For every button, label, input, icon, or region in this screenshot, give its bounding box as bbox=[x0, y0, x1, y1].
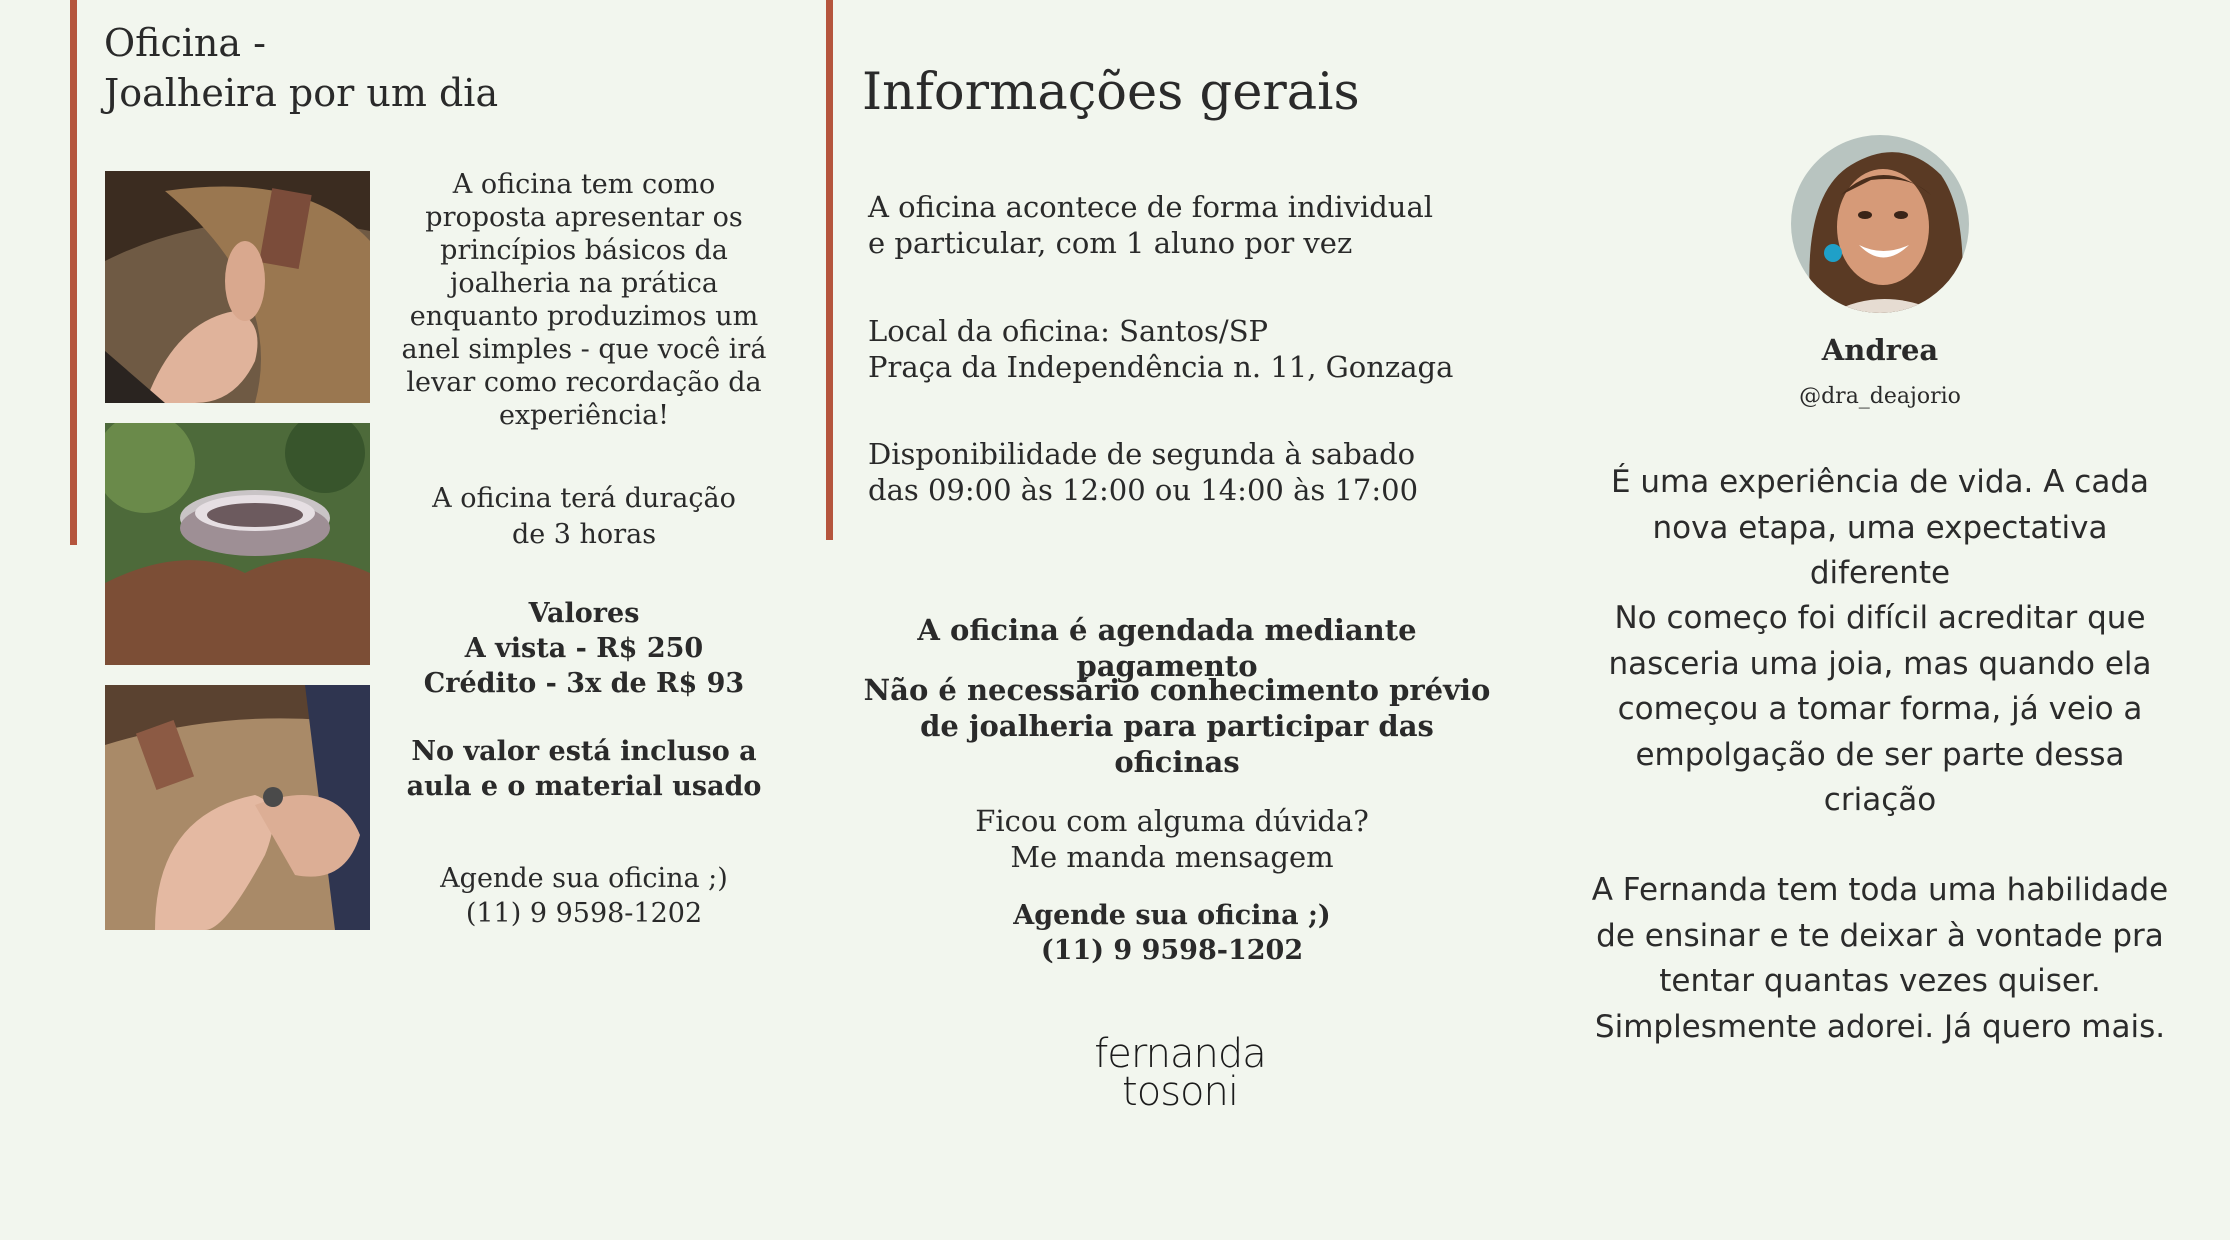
left-phone[interactable]: (11) 9 9598-1202 bbox=[465, 898, 703, 929]
middle-accent-bar bbox=[826, 0, 833, 540]
included-text: No valor está incluso a aula e o material usado bbox=[406, 736, 762, 802]
workshop-title: Oficina - Joalheira por um dia bbox=[104, 21, 499, 115]
format-info: A oficina acontece de forma individual e particular, com 1 aluno por vez bbox=[868, 190, 1434, 260]
prices-title: Valores bbox=[528, 598, 640, 629]
prices-block bbox=[398, 596, 770, 701]
knowledge-note: Não é necessário conhecimento prévio de joalheria para participar das oficinas bbox=[863, 673, 1491, 779]
reviewer-handle[interactable]: @dra_deajorio bbox=[1799, 384, 1961, 409]
brand-logo: fernanda tosoni bbox=[1094, 1031, 1266, 1115]
middle-schedule-text: Agende sua oficina ;) bbox=[1013, 900, 1331, 931]
testimonial-quote-1: É uma experiência de vida. A cada nova etapa, uma expectativa diferente bbox=[1610, 464, 2150, 591]
duration-text: A oficina terá duração de 3 horas bbox=[432, 483, 736, 550]
hands-working-metal-photo bbox=[105, 171, 370, 403]
left-accent-bar bbox=[70, 0, 77, 545]
middle-phone[interactable]: (11) 9 9598-1202 bbox=[1040, 935, 1304, 966]
hands-filing-ring-photo bbox=[105, 685, 370, 930]
location-info: Local da oficina: Santos/SP Praça da Independência n. 11, Gonzaga bbox=[868, 314, 1454, 384]
testimonial-quote-2: No começo foi difícil acreditar que nasceria uma joia, mas quando ela começou a tomar forma, já veio a empolgação de ser parte dessa criação bbox=[1608, 600, 2152, 818]
left-schedule-text: Agende sua oficina ;) bbox=[440, 863, 728, 894]
general-info-title: Informações gerais bbox=[862, 63, 1360, 122]
price-cash: A vista - R$ 250 bbox=[464, 633, 704, 664]
ring-on-wood-photo bbox=[105, 423, 370, 665]
question-block: Ficou com alguma dúvida? Me manda mensagem bbox=[975, 804, 1369, 874]
testimonial-quote-3: A Fernanda tem toda uma habilidade de ensinar e te deixar à vontade pra tentar quantas vezes quiser. Simplesmente adorei. Já quero mais. bbox=[1591, 872, 2169, 1045]
avatar bbox=[1791, 135, 1969, 313]
reviewer-name: Andrea bbox=[1821, 333, 1939, 367]
middle-schedule-block bbox=[862, 898, 1482, 968]
left-schedule-block bbox=[398, 861, 770, 931]
price-credit: Crédito - 3x de R$ 93 bbox=[423, 668, 745, 699]
payment-note: A oficina é agendada mediante pagamento bbox=[917, 613, 1417, 683]
intro-text: A oficina tem como proposta apresentar os princípios básicos da joalheria na prática enquanto produzimos um anel simples - que você irá levar como recordação da experiência! bbox=[401, 169, 767, 431]
availability-info: Disponibilidade de segunda à sabado das 09:00 às 12:00 ou 14:00 às 17:00 bbox=[868, 437, 1419, 507]
